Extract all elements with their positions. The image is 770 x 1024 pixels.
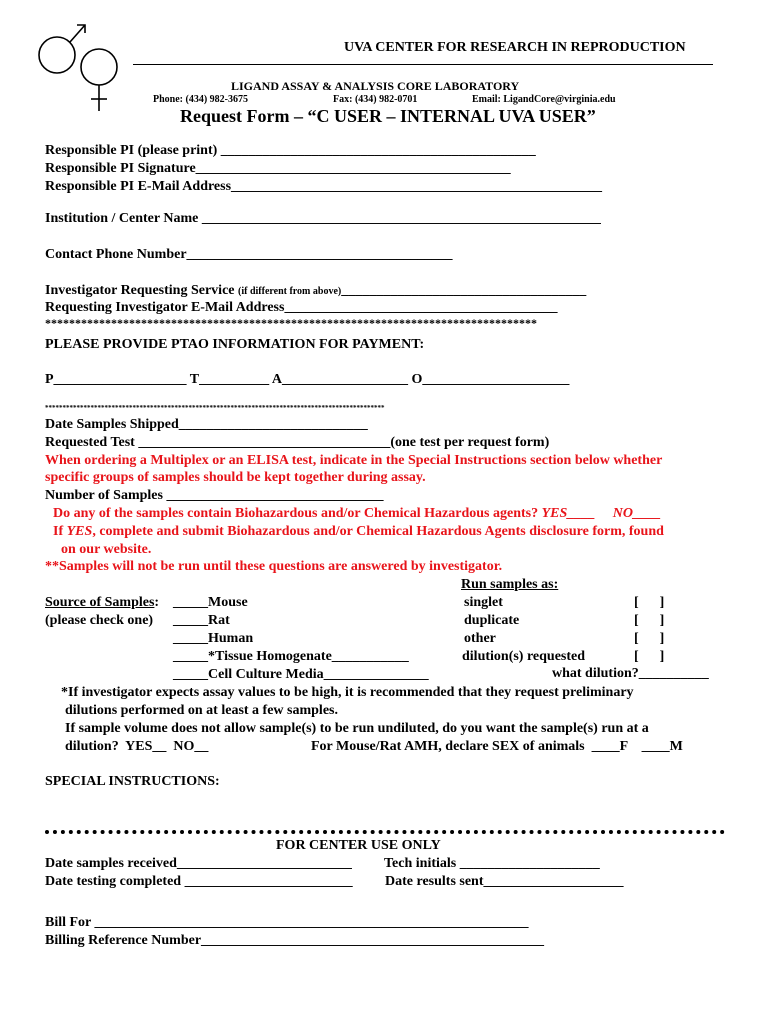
if-yes-line1 <box>53 524 664 540</box>
number-samples-field[interactable]: Number of Samples _______________________________ <box>45 488 384 503</box>
source-option-human[interactable]: _____Human <box>173 631 254 646</box>
answer-warning: **Samples will not be run until these questions are answered by investigator. <box>45 559 503 574</box>
pi-signature-field[interactable]: Responsible PI Signature_____________________________________________ <box>45 161 511 176</box>
source-label: Source of Samples <box>45 595 155 610</box>
undiluted-note-line2[interactable]: dilution? YES__ NO__ <box>65 739 209 754</box>
biohazard-no-option[interactable]: NO____ <box>612 506 662 521</box>
ptao-heading: PLEASE PROVIDE PTAO INFORMATION FOR PAYMENT: <box>45 337 425 352</box>
biohazard-question-text: Do any of the samples contain Biohazardous and/or Chemical Hazardous agents? <box>53 506 542 521</box>
undiluted-note-line1: If sample volume does not allow sample(s) to be run undiluted, do you want the sample(s) run at a <box>65 721 649 736</box>
lab-fax: Fax: (434) 982-0701 <box>333 94 418 105</box>
bill-for-field[interactable]: Bill For ______________________________________________________________ <box>45 915 529 930</box>
biohazard-question <box>53 506 661 522</box>
if-yes-word: YES <box>66 524 93 539</box>
date-shipped-field[interactable]: Date Samples Shipped___________________________ <box>45 417 368 432</box>
source-colon: : <box>154 595 163 610</box>
amh-sex-field[interactable]: For Mouse/Rat AMH, declare SEX of animals ____F ____M <box>311 739 683 754</box>
lab-phone: Phone: (434) 982-3675 <box>153 94 248 105</box>
tech-initials-field[interactable]: Tech initials ____________________ <box>384 856 600 871</box>
investigator-email-field[interactable]: Requesting Investigator E-Mail Address_______________________________________ <box>45 300 558 315</box>
source-option-rat[interactable]: _____Rat <box>173 613 230 628</box>
run-checkbox-other[interactable]: [ ] <box>634 631 665 646</box>
run-option-duplicate: duplicate <box>464 613 520 628</box>
pi-name-field[interactable]: Responsible PI (please print) _____________________________________________ <box>45 143 536 158</box>
investigator-field[interactable] <box>45 283 586 299</box>
high-values-note-line1: *If investigator expects assay values to be high, it is recommended that they request preliminary <box>61 685 634 700</box>
run-option-singlet: singlet <box>464 595 503 610</box>
gender-symbols-logo <box>35 15 130 115</box>
date-completed-field[interactable]: Date testing completed ________________________ <box>45 874 353 889</box>
investigator-label: Investigator Requesting Service <box>45 283 238 298</box>
header-divider <box>133 64 713 65</box>
source-option-mouse[interactable]: _____Mouse <box>173 595 248 610</box>
source-heading <box>45 595 163 611</box>
source-option-cell-culture[interactable]: _____Cell Culture Media_______________ <box>173 667 429 682</box>
what-dilution-field[interactable]: what dilution?__________ <box>552 666 709 681</box>
date-results-sent-field[interactable]: Date results sent____________________ <box>385 874 624 889</box>
lab-name: LIGAND ASSAY & ANALYSIS CORE LABORATORY <box>231 79 520 93</box>
investigator-blank: ___________________________________ <box>341 283 587 298</box>
high-values-note-line2: dilutions performed on at least a few samples. <box>65 703 338 718</box>
billing-reference-field[interactable]: Billing Reference Number_________________________________________________ <box>45 933 545 948</box>
lab-email: Email: LigandCore@virginia.edu <box>472 94 616 105</box>
run-option-dilution: dilution(s) requested <box>462 649 586 664</box>
run-checkbox-singlet[interactable]: [ ] <box>634 595 665 610</box>
investigator-note: (if different from above) <box>238 286 342 297</box>
run-option-other: other <box>464 631 496 646</box>
run-checkbox-duplicate[interactable]: [ ] <box>634 613 665 628</box>
multiplex-note-line1: When ordering a Multiplex or an ELISA test, indicate in the Special Instructions section below whether <box>45 453 663 468</box>
center-name: UVA CENTER FOR RESEARCH IN REPRODUCTION <box>344 40 686 55</box>
biohazard-yes-option[interactable]: YES____ <box>541 506 596 521</box>
source-note: (please check one) <box>45 613 154 628</box>
date-received-field[interactable]: Date samples received_________________________ <box>45 856 352 871</box>
special-instructions-heading: SPECIAL INSTRUCTIONS: <box>45 774 220 789</box>
pi-email-field[interactable]: Responsible PI E-Mail Address_____________________________________________________ <box>45 179 603 194</box>
run-samples-heading: Run samples as: <box>461 577 559 592</box>
requested-test-field[interactable]: Requested Test ____________________________________(one test per request form) <box>45 435 550 450</box>
source-option-tissue[interactable]: _____*Tissue Homogenate___________ <box>173 649 409 664</box>
form-title: Request Form – “C USER – INTERNAL UVA USER” <box>180 106 596 126</box>
if-yes-text: , complete and submit Biohazardous and/or Chemical Hazardous Agents disclosure form, found <box>92 524 664 539</box>
if-yes-prefix: If <box>53 524 67 539</box>
separator-stars: ********************************************************************************** <box>45 316 537 330</box>
multiplex-note-line2: specific groups of samples should be kept together during assay. <box>45 470 426 485</box>
center-use-heading: FOR CENTER USE ONLY <box>276 838 441 853</box>
if-yes-line2: on our website. <box>61 542 152 557</box>
institution-field[interactable]: Institution / Center Name _________________________________________________________ <box>45 211 601 226</box>
ptao-fields[interactable]: P___________________ T__________ A__________________ O_____________________ <box>45 372 570 387</box>
separator-stars-small: ************************************************************************************************* <box>45 404 385 412</box>
run-checkbox-dilution[interactable]: [ ] <box>634 649 665 664</box>
contact-phone-field[interactable]: Contact Phone Number______________________________________ <box>45 247 453 262</box>
